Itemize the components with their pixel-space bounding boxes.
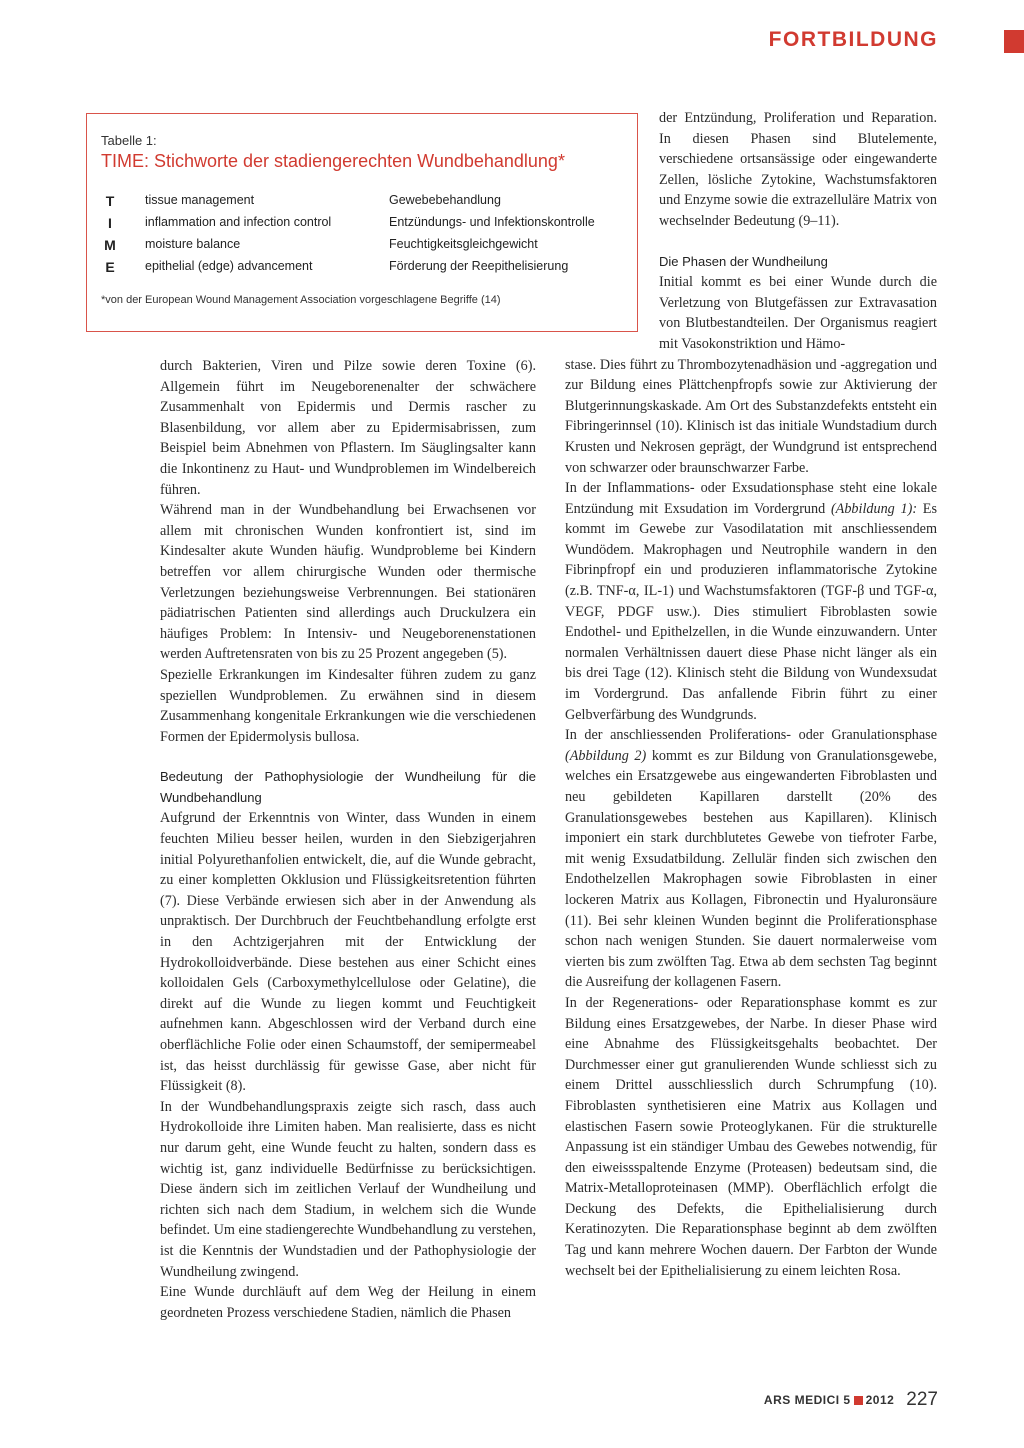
separator-square — [854, 1396, 863, 1405]
paragraph: Während man in der Wundbehandlung bei Erwachsenen vor allem mit chronischen Wunden konfrontiert ist, sind im Kindesalter akute Wunden häufig. Wundprobleme bei Kindern betreffen vor allem chirurgische Wunden oder thermische Verletzungen beziehungsweise Verbrennungen. Bei stationären pädiatrischen Patienten sind allerdings auch Druckulzera ein häufiges Problem: In Intensiv- und Neugeborenenstationen werden Auftretensraten von bis zu 25 Prozent angegeben (5). — [160, 502, 536, 663]
table-title: TIME: Stichworte der stadiengerechten Wundbehandlung* — [101, 151, 565, 171]
page-footer — [764, 1389, 938, 1411]
table-letter: T — [105, 193, 115, 209]
section-color-mark — [1004, 30, 1024, 53]
paragraph: Spezielle Erkrankungen im Kindesalter führen zudem zu ganz speziellen Wundproblemen. Zu erwähnen sind in diesem Zusammenhang kongenitale Erkrankungen wie die verschiedenen Formen der Epidermolysis bullosa. — [160, 666, 536, 745]
left-column — [160, 356, 536, 1323]
table-letter: M — [104, 237, 116, 253]
journal-name: ARS MEDICI 5 — [763, 1393, 851, 1407]
table-letter: I — [108, 215, 112, 231]
table-footnote: *von der European Wound Management Association vorgeschlagene Begriffe (14) — [101, 294, 501, 306]
paragraph: In der Regenerations- oder Reparationsphase kommt es zur Bildung eines Ersatzgewebes, der Narbe. In dieser Phase wird eine Abnahme des Flüssigkeitsgehalts beobachtet. Der Durchmesser einer gut granulierenden Wunde schliesst sich zu einem Drittel ausschliesslich durch Schrumpfung (10). Fibroblasten synthetisieren eine Matrix aus Kollagen und elastischen Fasern sowie Proteoglykanen. Für die strukturelle Anpassung ist ein ständiger Umbau des Gewebes notwendig, für den eiweissspaltende Enzyme (Proteasen) bedeutsam sind, die Matrix-Metalloproteinasen (MMP). Oberflächlich erfolgt die Deckung des Defekts, die Epithelialisierung durch Keratinozyten. Die Reparationsphase beginnt ab dem zwölften Tag und kann mehrere Wochen dauern. Der Farbton der Wunde wechselt bei der Epithelialisierung zu einem leichten Rosa. — [565, 994, 937, 1279]
paragraph: durch Bakterien, Viren und Pilze sowie deren Toxine (6). Allgemein führt im Neugeborenenalter der schwächere Zusammenhalt von Epidermis und Dermis rascher zu Blasenbildung, vor allem aber zu Epidermisabrissen, zum Beispiel beim Abnehmen von Pflastern. Im Säuglingsalter kann die Inkontinenz zu Haut- und Wundproblemen im Windelbereich führen. — [160, 358, 536, 498]
table-row — [87, 215, 637, 235]
figure-reference: (Abbildung 2) — [565, 747, 647, 764]
table-term-en: inflammation and infection control — [145, 215, 332, 229]
table-row — [87, 237, 637, 257]
section-heading: Die Phasen der Wundheilung — [659, 253, 828, 269]
section-heading: Bedeutung der Pathophysiologie der Wundheilung für die Wundbehandlung — [160, 769, 536, 805]
table-label: Tabelle 1: — [101, 133, 157, 148]
table-term-de: Feuchtigkeitsgleichgewicht — [389, 237, 538, 251]
section-label: FORTBILDUNG — [768, 28, 938, 51]
journal-year: 2012 — [865, 1393, 895, 1407]
figure-reference: (Abbildung 1): — [830, 500, 918, 517]
table-box — [86, 113, 638, 332]
table-letter: E — [105, 259, 115, 275]
paragraph: Eine Wunde durchläuft auf dem Weg der Heilung in einem geordneten Prozess verschiedene Stadien, nämlich die Phasen — [160, 1284, 536, 1321]
table-term-en: tissue management — [145, 193, 255, 207]
right-column — [565, 108, 937, 1281]
paragraph: Aufgrund der Erkenntnis von Winter, dass Wunden in einem feuchten Milieu besser heilen, wurden in den Siebzigerjahren initial Polyurethanfolien entwickelt, die, auf die Wunde gebracht, zu einer kompletten Okklusion und Flüssigkeitsretention führten (7). Diese Verbände erwiesen sich aber in der Anwendung als unpraktisch. Der Durchbruch der Feuchtbehandlung erfolgte erst in den Achtzigerjahren mit der Entwicklung der Hydrokolloidverbände. Diese bestehen aus einer Schicht eines kolloidalen Gels (Carboxymethylcellulose oder Gelatine), die direkt auf die Wunde zu liegen kommt und Feuchtigkeit aufnehmen kann. Abgeschlossen wird der Verband durch eine oberflächliche Folie oder einen Schaumstoff, der semipermeabel ist, das heisst durchlässig für gewisse Gase, aber nicht für Flüssigkeit (8). — [160, 810, 536, 1095]
paragraph: Initial kommt es bei einer Wunde durch die Verletzung von Blutgefässen zur Extravasation von Blutbestandteilen. Der Organismus reagiert mit Vasokonstriktion und Hämo- — [659, 274, 937, 352]
paragraph: stase. Dies führt zu Thrombozytenadhäsion und -aggregation und zur Bildung eines Plättchenpfropfs sowie zur Aktivierung der Blutgerinnungskaskade. Am Ort des Substanzdefekts entsteht ein Fibringerinnsel (10). Klinisch ist das initiale Wundstadium durch Krusten und Nekrosen geprägt, der Wundgrund ist entsprechend von schwarzer oder braunschwarzer Farbe. — [565, 356, 937, 476]
paragraph: In der Wundbehandlungspraxis zeigte sich rasch, dass auch Hydrokolloide ihre Limiten haben. Man realisierte, dass es nicht nur darum geht, eine Wunde feucht zu halten, sondern dass es wichtig ist, ganz individuelle Bedürfnisse zu berücksichtigen. Diese ändern sich im zeitlichen Verlauf der Wundheilung und richten sich nach dem Stadium, in welchem sich die Wunde befindet. Um eine stadiengerechte Wundbehandlung zu verstehen, ist die Kenntnis der Wundstadien und der Pathophysiologie der Wundheilung zwingend. — [160, 1098, 536, 1280]
table-row — [87, 193, 637, 213]
paragraph: In der Inflammations- oder Exsudationsphase steht eine lokale Entzündung mit Exsudation im Vordergrund (Abbildung 1): Es kommt im Gewebe zur Vasodilatation mit anschliessendem Wundödem. Makrophagen und Neutrophile wandern in den Fibrinpfropf ein und produzieren inflammatorische Zytokine (z.B. TNF-α, IL-1) und Wachstumsfaktoren (TGF-β und TGF-α, VEGF, PDGF usw.). Dies stimuliert Fibroblasten sowie Endothel- und Epithelzellen, in die Wunde einzuwandern. Unter normalen Verhältnissen dauert diese Phase nicht länger als ein bis drei Tage (12). Klinisch steht die Bildung von Wundexsudat im Vordergrund. Das anfallende Fibrin führt zu einer Gelbverfärbung des Wundgrunds. — [565, 480, 937, 723]
table-term-en: moisture balance — [145, 237, 241, 251]
table-term-en: epithelial (edge) advancement — [145, 259, 313, 273]
table-term-de: Förderung der Reepithelisierung — [389, 259, 569, 273]
table-term-de: Gewebebehandlung — [389, 193, 501, 207]
table-term-de: Entzündungs- und Infektionskontrolle — [389, 215, 595, 229]
paragraph: In der anschliessenden Proliferations- oder Granulationsphase (Abbildung 2) kommt es zur Bildung von Granulationsgewebe, welches ein Ersatzgewebe aus eingewanderten Fibroblasten und neu gebildeten Kapillaren darstellt (20% des Granulationsgewebes bestehen aus Kapillaren). Klinisch imponiert ein stark durchblutetes Gewebe von tiefroter Farbe, mit wenig Exsudatbildung. Zellulär finden sich zwischen den Endothelzellen Makrophagen sowie Fibroblasten in einer lockeren Matrix aus Kollagen, Fibronectin und Hyaluronsäure (11). Bei sehr kleinen Wunden beginnt die Proliferationsphase schon nach wenigen Stunden. Sie dauert normalerweise vom vierten bis zum zwölften Tag. Etwa ab dem sechsten Tag beginnt die Ausreifung der kollagenen Fasern. — [565, 727, 937, 991]
paragraph: der Entzündung, Proliferation und Reparation. In diesen Phasen sind Blutelemente, verschiedene ortsansässige oder eingewanderte Zellen, lösliche Zytokine, Wachstumsfaktoren und Enzyme sowie die extrazelluläre Matrix von wechselnder Bedeutung (9–11). — [659, 110, 937, 229]
table-row — [87, 259, 637, 279]
page-number: 227 — [906, 1389, 938, 1410]
